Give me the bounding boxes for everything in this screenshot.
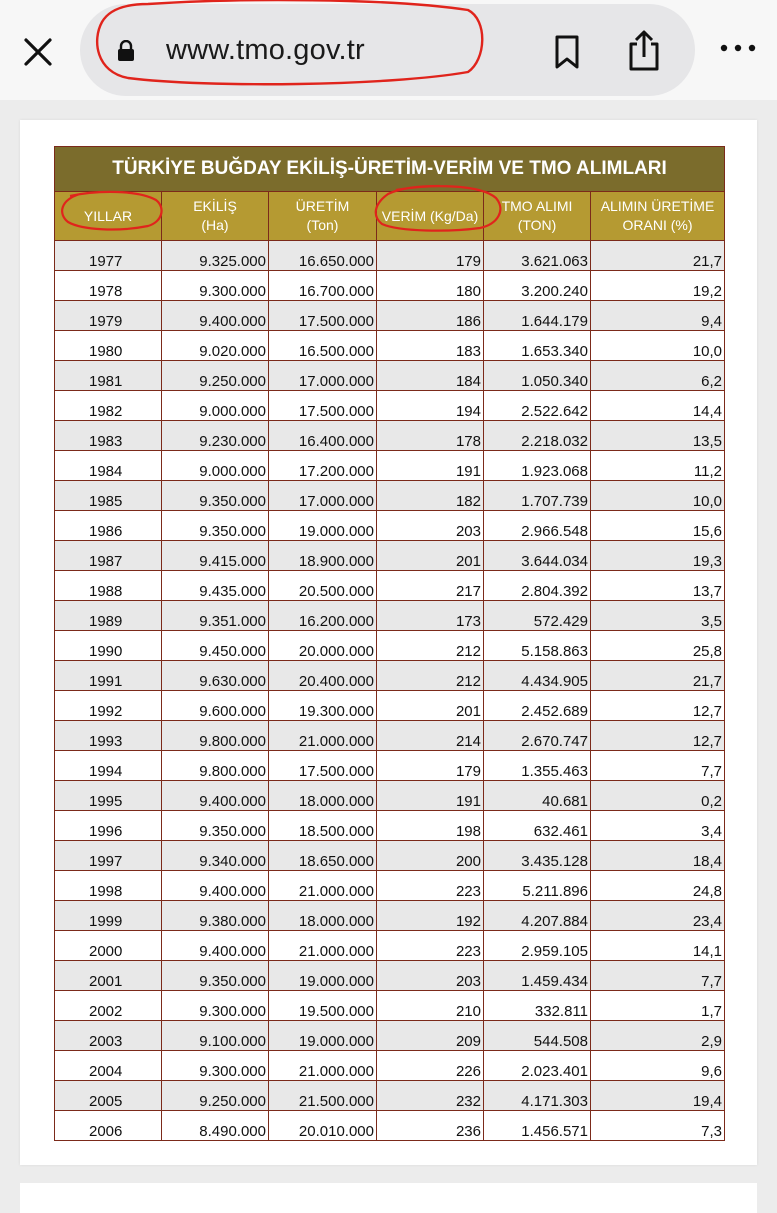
cell-tmo-purchase: 1.653.340 bbox=[484, 331, 591, 361]
table-row bbox=[55, 901, 725, 931]
cell-year: 1990 bbox=[55, 631, 162, 661]
cell-tmo-purchase: 2.023.401 bbox=[484, 1051, 591, 1081]
cell-production: 21.000.000 bbox=[269, 1051, 377, 1081]
cell-production: 21.000.000 bbox=[269, 871, 377, 901]
cell-planted-area: 9.100.000 bbox=[162, 1021, 269, 1051]
table-row bbox=[55, 721, 725, 751]
cell-year: 1986 bbox=[55, 511, 162, 541]
cell-planted-area: 9.351.000 bbox=[162, 601, 269, 631]
lock-icon bbox=[116, 40, 136, 62]
cell-yield: 198 bbox=[377, 811, 484, 841]
cell-year: 1984 bbox=[55, 451, 162, 481]
cell-production: 18.000.000 bbox=[269, 781, 377, 811]
cell-year: 1977 bbox=[55, 241, 162, 271]
cell-purchase-ratio: 14,1 bbox=[591, 931, 725, 961]
cell-yield: 178 bbox=[377, 421, 484, 451]
cell-planted-area: 9.340.000 bbox=[162, 841, 269, 871]
cell-purchase-ratio: 11,2 bbox=[591, 451, 725, 481]
bookmark-icon[interactable] bbox=[550, 34, 584, 70]
cell-year: 1988 bbox=[55, 571, 162, 601]
cell-tmo-purchase: 4.434.905 bbox=[484, 661, 591, 691]
table-row bbox=[55, 451, 725, 481]
column-header-yield bbox=[377, 192, 484, 241]
cell-yield: 203 bbox=[377, 961, 484, 991]
cell-planted-area: 9.300.000 bbox=[162, 271, 269, 301]
cell-purchase-ratio: 19,4 bbox=[591, 1081, 725, 1111]
table-row bbox=[55, 841, 725, 871]
wheat-data-table bbox=[54, 146, 725, 1141]
table-row bbox=[55, 421, 725, 451]
cell-purchase-ratio: 7,7 bbox=[591, 751, 725, 781]
cell-planted-area: 9.350.000 bbox=[162, 481, 269, 511]
table-row bbox=[55, 571, 725, 601]
table-row bbox=[55, 331, 725, 361]
cell-purchase-ratio: 13,7 bbox=[591, 571, 725, 601]
table-row bbox=[55, 481, 725, 511]
table-row bbox=[55, 691, 725, 721]
cell-production: 17.200.000 bbox=[269, 451, 377, 481]
close-icon bbox=[23, 37, 53, 67]
cell-purchase-ratio: 2,9 bbox=[591, 1021, 725, 1051]
cell-purchase-ratio: 12,7 bbox=[591, 721, 725, 751]
cell-tmo-purchase: 3.621.063 bbox=[484, 241, 591, 271]
table-row bbox=[55, 931, 725, 961]
cell-tmo-purchase: 1.707.739 bbox=[484, 481, 591, 511]
cell-tmo-purchase: 544.508 bbox=[484, 1021, 591, 1051]
cell-tmo-purchase: 40.681 bbox=[484, 781, 591, 811]
cell-yield: 183 bbox=[377, 331, 484, 361]
cell-tmo-purchase: 2.670.747 bbox=[484, 721, 591, 751]
more-icon[interactable] bbox=[718, 38, 758, 58]
cell-production: 17.000.000 bbox=[269, 481, 377, 511]
cell-tmo-purchase: 4.171.303 bbox=[484, 1081, 591, 1111]
cell-planted-area: 9.250.000 bbox=[162, 1081, 269, 1111]
cell-yield: 232 bbox=[377, 1081, 484, 1111]
cell-tmo-purchase: 2.452.689 bbox=[484, 691, 591, 721]
cell-production: 20.400.000 bbox=[269, 661, 377, 691]
table-row bbox=[55, 961, 725, 991]
cell-year: 1987 bbox=[55, 541, 162, 571]
cell-purchase-ratio: 10,0 bbox=[591, 481, 725, 511]
cell-year: 1980 bbox=[55, 331, 162, 361]
header-line2: (Ha) bbox=[201, 217, 229, 233]
cell-production: 19.000.000 bbox=[269, 961, 377, 991]
cell-tmo-purchase: 2.522.642 bbox=[484, 391, 591, 421]
cell-yield: 223 bbox=[377, 871, 484, 901]
cell-yield: 182 bbox=[377, 481, 484, 511]
cell-year: 1997 bbox=[55, 841, 162, 871]
cell-planted-area: 9.415.000 bbox=[162, 541, 269, 571]
cell-yield: 210 bbox=[377, 991, 484, 1021]
cell-purchase-ratio: 9,4 bbox=[591, 301, 725, 331]
url-text[interactable]: www.tmo.gov.tr bbox=[166, 34, 365, 66]
cell-planted-area: 9.400.000 bbox=[162, 301, 269, 331]
header-line2: (Ton) bbox=[306, 217, 339, 233]
cell-purchase-ratio: 7,7 bbox=[591, 961, 725, 991]
header-line2: ORANI (%) bbox=[622, 217, 693, 233]
cell-tmo-purchase: 572.429 bbox=[484, 601, 591, 631]
cell-planted-area: 9.400.000 bbox=[162, 871, 269, 901]
header-line1: YILLAR bbox=[83, 207, 133, 224]
cell-yield: 179 bbox=[377, 751, 484, 781]
cell-production: 16.650.000 bbox=[269, 241, 377, 271]
table-row bbox=[55, 601, 725, 631]
cell-year: 1981 bbox=[55, 361, 162, 391]
cell-planted-area: 8.490.000 bbox=[162, 1111, 269, 1141]
table-row bbox=[55, 871, 725, 901]
cell-production: 17.500.000 bbox=[269, 391, 377, 421]
cell-production: 17.500.000 bbox=[269, 301, 377, 331]
cell-yield: 186 bbox=[377, 301, 484, 331]
cell-tmo-purchase: 2.804.392 bbox=[484, 571, 591, 601]
cell-purchase-ratio: 14,4 bbox=[591, 391, 725, 421]
cell-year: 1994 bbox=[55, 751, 162, 781]
cell-tmo-purchase: 1.355.463 bbox=[484, 751, 591, 781]
close-button[interactable] bbox=[18, 32, 58, 72]
cell-planted-area: 9.435.000 bbox=[162, 571, 269, 601]
cell-yield: 173 bbox=[377, 601, 484, 631]
table-row bbox=[55, 1081, 725, 1111]
cell-production: 20.010.000 bbox=[269, 1111, 377, 1141]
cell-year: 1998 bbox=[55, 871, 162, 901]
cell-tmo-purchase: 5.211.896 bbox=[484, 871, 591, 901]
cell-year: 1996 bbox=[55, 811, 162, 841]
cell-planted-area: 9.800.000 bbox=[162, 751, 269, 781]
cell-yield: 236 bbox=[377, 1111, 484, 1141]
column-header-tmo-purchase bbox=[484, 192, 591, 241]
cell-year: 2000 bbox=[55, 931, 162, 961]
cell-yield: 180 bbox=[377, 271, 484, 301]
table-row bbox=[55, 631, 725, 661]
cell-production: 19.000.000 bbox=[269, 511, 377, 541]
cell-purchase-ratio: 13,5 bbox=[591, 421, 725, 451]
cell-tmo-purchase: 4.207.884 bbox=[484, 901, 591, 931]
cell-purchase-ratio: 25,8 bbox=[591, 631, 725, 661]
header-line2: (TON) bbox=[517, 217, 557, 233]
share-icon[interactable] bbox=[626, 30, 662, 72]
cell-year: 1999 bbox=[55, 901, 162, 931]
cell-yield: 201 bbox=[377, 541, 484, 571]
table-row bbox=[55, 301, 725, 331]
cell-production: 16.500.000 bbox=[269, 331, 377, 361]
cell-production: 17.500.000 bbox=[269, 751, 377, 781]
cell-year: 1992 bbox=[55, 691, 162, 721]
cell-planted-area: 9.000.000 bbox=[162, 391, 269, 421]
table-title: TÜRKİYE BUĞDAY EKİLİŞ-ÜRETİM-VERİM VE TMO ALIMLARI bbox=[55, 147, 725, 192]
table-row bbox=[55, 1111, 725, 1141]
cell-tmo-purchase: 1.459.434 bbox=[484, 961, 591, 991]
table-row bbox=[55, 781, 725, 811]
cell-purchase-ratio: 7,3 bbox=[591, 1111, 725, 1141]
cell-purchase-ratio: 24,8 bbox=[591, 871, 725, 901]
cell-tmo-purchase: 3.435.128 bbox=[484, 841, 591, 871]
cell-purchase-ratio: 21,7 bbox=[591, 241, 725, 271]
cell-purchase-ratio: 15,6 bbox=[591, 511, 725, 541]
cell-tmo-purchase: 1.644.179 bbox=[484, 301, 591, 331]
column-header-planted-area bbox=[162, 192, 269, 241]
cell-purchase-ratio: 9,6 bbox=[591, 1051, 725, 1081]
cell-purchase-ratio: 23,4 bbox=[591, 901, 725, 931]
table-row bbox=[55, 271, 725, 301]
header-line1: ÜRETİM bbox=[295, 198, 350, 214]
cell-year: 1991 bbox=[55, 661, 162, 691]
table-row bbox=[55, 1021, 725, 1051]
cell-purchase-ratio: 3,5 bbox=[591, 601, 725, 631]
cell-purchase-ratio: 6,2 bbox=[591, 361, 725, 391]
table-row bbox=[55, 241, 725, 271]
table-body bbox=[55, 241, 725, 1141]
cell-production: 21.000.000 bbox=[269, 931, 377, 961]
cell-yield: 226 bbox=[377, 1051, 484, 1081]
next-content-card bbox=[20, 1183, 757, 1213]
cell-year: 2001 bbox=[55, 961, 162, 991]
table-row bbox=[55, 1051, 725, 1081]
cell-year: 1985 bbox=[55, 481, 162, 511]
cell-planted-area: 9.000.000 bbox=[162, 451, 269, 481]
cell-planted-area: 9.325.000 bbox=[162, 241, 269, 271]
header-line1: VERİM (Kg/Da) bbox=[381, 207, 479, 224]
cell-year: 2006 bbox=[55, 1111, 162, 1141]
cell-planted-area: 9.380.000 bbox=[162, 901, 269, 931]
cell-purchase-ratio: 19,3 bbox=[591, 541, 725, 571]
cell-yield: 223 bbox=[377, 931, 484, 961]
cell-yield: 200 bbox=[377, 841, 484, 871]
cell-tmo-purchase: 1.923.068 bbox=[484, 451, 591, 481]
cell-purchase-ratio: 12,7 bbox=[591, 691, 725, 721]
cell-production: 21.000.000 bbox=[269, 721, 377, 751]
cell-production: 20.000.000 bbox=[269, 631, 377, 661]
cell-tmo-purchase: 2.218.032 bbox=[484, 421, 591, 451]
cell-production: 19.000.000 bbox=[269, 1021, 377, 1051]
cell-tmo-purchase: 2.966.548 bbox=[484, 511, 591, 541]
cell-yield: 217 bbox=[377, 571, 484, 601]
cell-tmo-purchase: 3.200.240 bbox=[484, 271, 591, 301]
column-header-years bbox=[55, 192, 162, 241]
cell-yield: 214 bbox=[377, 721, 484, 751]
cell-planted-area: 9.630.000 bbox=[162, 661, 269, 691]
cell-purchase-ratio: 1,7 bbox=[591, 991, 725, 1021]
cell-planted-area: 9.300.000 bbox=[162, 1051, 269, 1081]
cell-planted-area: 9.450.000 bbox=[162, 631, 269, 661]
header-line1: ALIMIN ÜRETİME bbox=[600, 198, 715, 214]
cell-planted-area: 9.020.000 bbox=[162, 331, 269, 361]
cell-year: 1978 bbox=[55, 271, 162, 301]
cell-tmo-purchase: 332.811 bbox=[484, 991, 591, 1021]
table-row bbox=[55, 511, 725, 541]
cell-yield: 184 bbox=[377, 361, 484, 391]
cell-purchase-ratio: 19,2 bbox=[591, 271, 725, 301]
header-line1: EKİLİŞ bbox=[193, 198, 237, 214]
table-row bbox=[55, 541, 725, 571]
table-row bbox=[55, 991, 725, 1021]
cell-purchase-ratio: 18,4 bbox=[591, 841, 725, 871]
cell-year: 1979 bbox=[55, 301, 162, 331]
cell-year: 1983 bbox=[55, 421, 162, 451]
cell-year: 2002 bbox=[55, 991, 162, 1021]
cell-planted-area: 9.800.000 bbox=[162, 721, 269, 751]
cell-production: 16.400.000 bbox=[269, 421, 377, 451]
cell-production: 17.000.000 bbox=[269, 361, 377, 391]
cell-purchase-ratio: 10,0 bbox=[591, 331, 725, 361]
cell-planted-area: 9.600.000 bbox=[162, 691, 269, 721]
cell-year: 2004 bbox=[55, 1051, 162, 1081]
browser-toolbar bbox=[0, 0, 777, 100]
cell-tmo-purchase: 1.456.571 bbox=[484, 1111, 591, 1141]
table-row bbox=[55, 811, 725, 841]
cell-yield: 201 bbox=[377, 691, 484, 721]
cell-production: 19.300.000 bbox=[269, 691, 377, 721]
cell-year: 1995 bbox=[55, 781, 162, 811]
cell-year: 1989 bbox=[55, 601, 162, 631]
cell-year: 1993 bbox=[55, 721, 162, 751]
cell-production: 18.650.000 bbox=[269, 841, 377, 871]
cell-yield: 194 bbox=[377, 391, 484, 421]
cell-purchase-ratio: 0,2 bbox=[591, 781, 725, 811]
column-header-purchase-ratio bbox=[591, 192, 725, 241]
header-line1: TMO ALIMI bbox=[501, 198, 573, 214]
cell-production: 21.500.000 bbox=[269, 1081, 377, 1111]
cell-yield: 212 bbox=[377, 661, 484, 691]
cell-tmo-purchase: 2.959.105 bbox=[484, 931, 591, 961]
cell-planted-area: 9.350.000 bbox=[162, 811, 269, 841]
cell-yield: 192 bbox=[377, 901, 484, 931]
cell-planted-area: 9.350.000 bbox=[162, 961, 269, 991]
cell-purchase-ratio: 3,4 bbox=[591, 811, 725, 841]
cell-production: 19.500.000 bbox=[269, 991, 377, 1021]
address-bar[interactable] bbox=[80, 4, 695, 96]
cell-tmo-purchase: 632.461 bbox=[484, 811, 591, 841]
cell-tmo-purchase: 5.158.863 bbox=[484, 631, 591, 661]
cell-year: 2005 bbox=[55, 1081, 162, 1111]
column-header-production bbox=[269, 192, 377, 241]
cell-yield: 191 bbox=[377, 781, 484, 811]
cell-planted-area: 9.250.000 bbox=[162, 361, 269, 391]
cell-production: 18.500.000 bbox=[269, 811, 377, 841]
cell-tmo-purchase: 3.644.034 bbox=[484, 541, 591, 571]
cell-production: 16.200.000 bbox=[269, 601, 377, 631]
cell-yield: 191 bbox=[377, 451, 484, 481]
cell-production: 18.900.000 bbox=[269, 541, 377, 571]
cell-yield: 203 bbox=[377, 511, 484, 541]
cell-yield: 209 bbox=[377, 1021, 484, 1051]
cell-production: 16.700.000 bbox=[269, 271, 377, 301]
cell-planted-area: 9.400.000 bbox=[162, 781, 269, 811]
cell-planted-area: 9.400.000 bbox=[162, 931, 269, 961]
cell-tmo-purchase: 1.050.340 bbox=[484, 361, 591, 391]
cell-purchase-ratio: 21,7 bbox=[591, 661, 725, 691]
cell-planted-area: 9.230.000 bbox=[162, 421, 269, 451]
content-card bbox=[20, 120, 757, 1165]
cell-year: 2003 bbox=[55, 1021, 162, 1051]
cell-planted-area: 9.350.000 bbox=[162, 511, 269, 541]
cell-year: 1982 bbox=[55, 391, 162, 421]
table-row bbox=[55, 751, 725, 781]
cell-yield: 212 bbox=[377, 631, 484, 661]
table-row bbox=[55, 661, 725, 691]
table-row bbox=[55, 361, 725, 391]
table-row bbox=[55, 391, 725, 421]
cell-production: 18.000.000 bbox=[269, 901, 377, 931]
cell-planted-area: 9.300.000 bbox=[162, 991, 269, 1021]
cell-production: 20.500.000 bbox=[269, 571, 377, 601]
cell-yield: 179 bbox=[377, 241, 484, 271]
